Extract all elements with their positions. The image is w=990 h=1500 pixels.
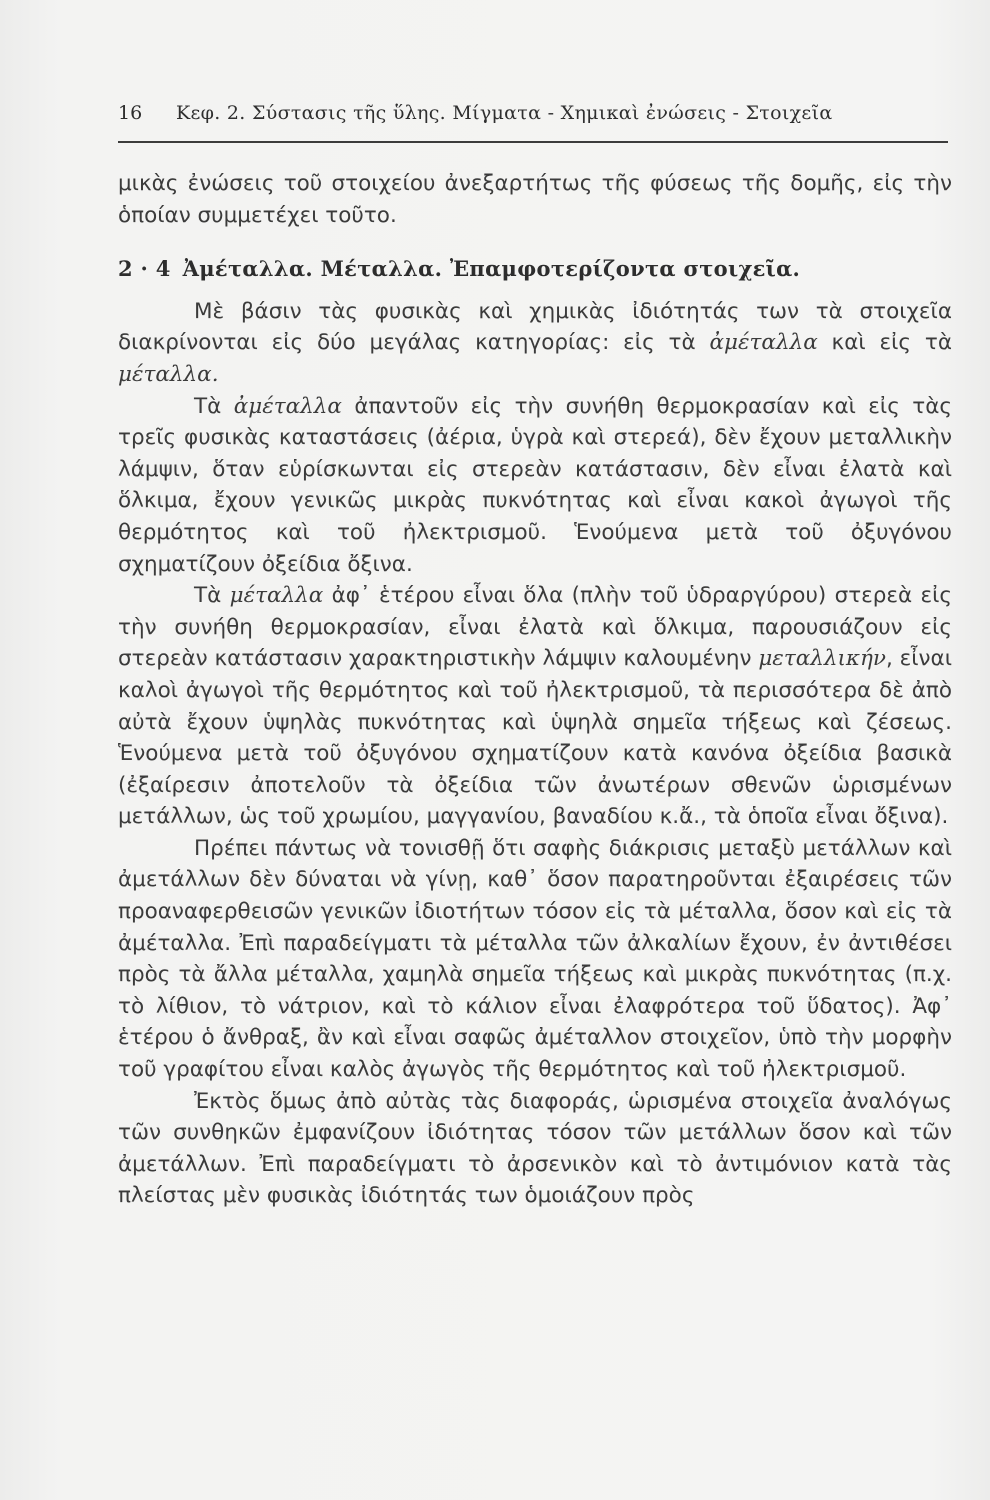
paragraph-1-text-a: Μὲ βάσιν τὰς φυσικὰς καὶ χημικὰς ἰδιότητάς των τὰ στοιχεῖα διακρίνονται εἰς δύο μεγάλας κατηγορίας: εἰς τὰ xyxy=(118,298,952,356)
paragraph-2-text-a: Τὰ xyxy=(194,393,234,419)
running-head: Κεφ. 2. Σύστασις τῆς ὕλης. Μίγματα - Χημικαὶ ἐνώσεις - Στοιχεῖα xyxy=(176,102,833,124)
paragraph-3-italic-metalla: μέταλλα xyxy=(229,583,324,609)
paragraph-3-text-c: , εἶναι καλοὶ ἀγωγοὶ τῆς θερμότητος καὶ τοῦ ἠλεκτρισμοῦ, τὰ περισσότερα δὲ ἀπὸ αὐτὰ ἔχουν ὑψηλὰς πυκνότητας καὶ ὑψηλὰ σημεῖα τήξεως καὶ ζέσεως. Ἑνούμενα μετὰ τοῦ ὀξυγόνου σχηματίζουν κατὰ κανόνα ὀξείδια βασικὰ (ἐξαίρεσιν ἀποτελοῦν τὰ ὀξείδια τῶν ἀνωτέρων σθενῶν ὡρισμένων μετάλλων, ὡς τοῦ χρωμίου, μαγγανίου, βαναδίου κ.ἄ., τὰ ὁποῖα εἶναι ὄξινα). xyxy=(118,646,952,830)
paragraph-1-italic-metalla: μέταλλα. xyxy=(118,361,219,387)
paragraph-1-text-b: καὶ εἰς τὰ xyxy=(817,330,952,356)
section-title: Ἀμέταλλα. Μέταλλα. Ἐπαμφοτερίζοντα στοιχεῖα. xyxy=(182,256,801,282)
paragraph-2-text-b: ἀπαντοῦν εἰς τὴν συνήθη θερμοκρασίαν καὶ εἰς τὰς τρεῖς φυσικὰς καταστάσεις (ἀέρια, ὑγρὰ καὶ στερεά), δὲν ἔχουν μεταλλικὴν λάμψιν, ὅταν εὑρίσκωνται εἰς στερεὰν κατάστασιν, δὲν εἶναι ἐλατὰ καὶ ὅλκιμα, ἔχουν γενικῶς μικρὰς πυκνότητας καὶ εἶναι κακοὶ ἀγωγοὶ τῆς θερμότητος καὶ τοῦ ἠλεκτρισμοῦ. Ἑνούμενα μετὰ τοῦ ὀξυγόνου σχηματίζουν ὀξείδια ὄξινα. xyxy=(118,393,952,577)
page-number: 16 xyxy=(118,102,143,124)
section-number: 2 · 4 xyxy=(118,256,171,282)
paragraph-2 xyxy=(118,391,952,581)
paragraph-3 xyxy=(118,580,952,833)
paragraph-5: Ἐκτὸς ὅμως ἀπὸ αὐτὰς τὰς διαφοράς, ὡρισμένα στοιχεῖα ἀναλόγως τῶν συνθηκῶν ἐμφανίζουν ἰδιότητας τόσον τῶν μετάλλων ὅσον καὶ τῶν ἀμετάλλων. Ἐπὶ παραδείγματι τὸ ἀρσενικὸν καὶ τὸ ἀντιμόνιον κατὰ τὰς πλείστας μὲν φυσικὰς ἰδιότητάς των ὁμοιάζουν πρὸς xyxy=(118,1088,952,1209)
continuation-paragraph: μικὰς ἐνώσεις τοῦ στοιχείου ἀνεξαρτήτως τῆς φύσεως τῆς δομῆς, εἰς τὴν ὁποίαν συμμετέχει τοῦτο. xyxy=(118,171,952,228)
paragraph-1 xyxy=(118,296,952,391)
body-text xyxy=(118,168,952,1212)
paragraph-3-text-a: Τὰ xyxy=(194,583,230,609)
header-rule xyxy=(118,141,948,143)
paragraph-2-italic-ametalla: ἀμέταλλα xyxy=(233,393,342,419)
paragraph-1-italic-ametalla: ἀμέταλλα xyxy=(709,330,818,356)
paragraph-3-text-b: ἀφ᾽ ἑτέρου εἶναι ὅλα (πλὴν τοῦ ὑδραργύρου) στερεὰ εἰς τὴν συνήθη θερμοκρασίαν, εἶναι ἐλατὰ καὶ ὅλκιμα, παρουσιάζουν εἰς στερεὰν κατάστασιν χαρακτηριστικὴν λάμψιν καλουμένην xyxy=(118,583,952,672)
page-header xyxy=(118,96,948,136)
paragraph-3-italic-metalliki: μεταλλικήν xyxy=(758,646,886,672)
section-heading xyxy=(118,253,952,286)
paragraph-4: Πρέπει πάντως νὰ τονισθῇ ὅτι σαφὴς διάκρισις μεταξὺ μετάλλων καὶ ἀμετάλλων δὲν δύναται νὰ γίνῃ, καθ᾽ ὅσον παρατηροῦνται ἐξαιρέσεις τῶν προαναφερθεισῶν γενικῶν ἰδιοτήτων τόσον εἰς τὰ μέταλλα, ὅσον καὶ εἰς τὰ ἀμέταλλα. Ἐπὶ παραδείγματι τὰ μέταλλα τῶν ἀλκαλίων ἔχουν, ἐν ἀντιθέσει πρὸς τὰ ἄλλα μέταλλα, χαμηλὰ σημεῖα τήξεως καὶ μικρὰς πυκνότητας (π.χ. τὸ λίθιον, τὸ νάτριον, καὶ τὸ κάλιον εἶναι ἐλαφρότερα τοῦ ὕδατος). Ἀφ᾽ ἑτέρου ὁ ἄνθραξ, ἂν καὶ εἶναι σαφῶς ἀμέταλλον στοιχεῖον, ὑπὸ τὴν μορφὴν τοῦ γραφίτου εἶναι καλὸς ἀγωγὸς τῆς θερμότητος καὶ τοῦ ἠλεκτρισμοῦ. xyxy=(118,835,952,1083)
